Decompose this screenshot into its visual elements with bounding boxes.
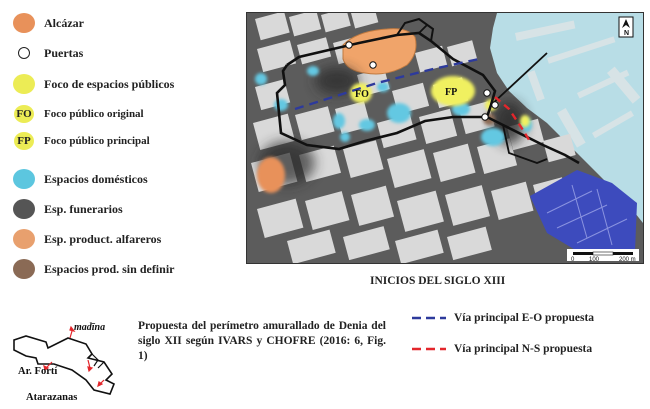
pottery-area	[257, 157, 285, 193]
inset-atarazanas: Atarazanas	[26, 392, 78, 403]
inset-madina: madīna	[74, 322, 106, 333]
inset-ar-forti: Ar. Fortí	[18, 366, 58, 377]
foco-swatch	[12, 71, 38, 97]
pottery-swatch	[12, 226, 38, 252]
fo-label: FO	[355, 89, 369, 100]
legend-route-ns	[412, 343, 592, 355]
red-dash-icon	[412, 346, 446, 352]
legend-sin-definir	[12, 256, 174, 282]
legend-fo-label: Foco público original	[44, 108, 144, 120]
svg-text:0: 0	[571, 257, 575, 263]
legend-puertas	[12, 40, 83, 66]
legend-alfareros	[12, 226, 161, 252]
blue-dash-icon	[412, 315, 446, 321]
fp-badge: FP	[12, 128, 38, 154]
legend-domesticos-label: Espacios domésticos	[44, 171, 148, 186]
legend-funerarios	[12, 196, 123, 222]
legend-funerarios-label: Esp. funerarios	[44, 201, 123, 216]
legend-domesticos	[12, 166, 148, 192]
legend-foco-original	[12, 101, 144, 127]
legend-foco-label: Foco de espacios públicos	[44, 76, 175, 91]
legend-puertas-label: Puertas	[44, 45, 84, 60]
legend-route-ns-label: Vía principal N-S propuesta	[454, 343, 593, 355]
svg-text:200 m: 200 m	[619, 257, 636, 263]
undefined-swatch	[12, 256, 38, 282]
city-map	[246, 12, 644, 264]
alcazar-swatch	[12, 10, 38, 36]
legend-sin-definir-label: Espacios prod. sin definir	[44, 261, 175, 276]
gate-swatch	[12, 40, 38, 66]
svg-text:N: N	[624, 30, 630, 37]
fp-label: FP	[445, 87, 458, 98]
legend-foco-publico	[12, 71, 174, 97]
legend-alcazar-label: Alcázar	[44, 15, 84, 30]
domestic-swatch	[12, 166, 38, 192]
legend-route-eo-label: Vía principal E-O propuesta	[454, 312, 595, 324]
inset-perimeter	[8, 318, 138, 404]
north-arrow-icon	[619, 17, 633, 37]
funerary-swatch	[12, 196, 38, 222]
legend-foco-principal	[12, 128, 150, 154]
foco-small-area-2	[520, 115, 530, 127]
legend-fp-label: Foco público principal	[44, 135, 150, 147]
fo-badge: FO	[12, 101, 38, 127]
map-title: INICIOS DEL SIGLO XIII	[370, 275, 506, 287]
svg-text:100: 100	[589, 257, 600, 263]
legend-alfareros-label: Esp. product. alfareros	[44, 231, 162, 246]
legend-route-eo	[412, 312, 594, 324]
legend-alcazar	[12, 10, 84, 36]
scale-bar	[567, 249, 639, 263]
figure-caption: Propuesta del perímetro amurallado de Denia del siglo XII según IVARS y CHOFRE (2016: 6, Fig. 1)	[138, 320, 386, 362]
